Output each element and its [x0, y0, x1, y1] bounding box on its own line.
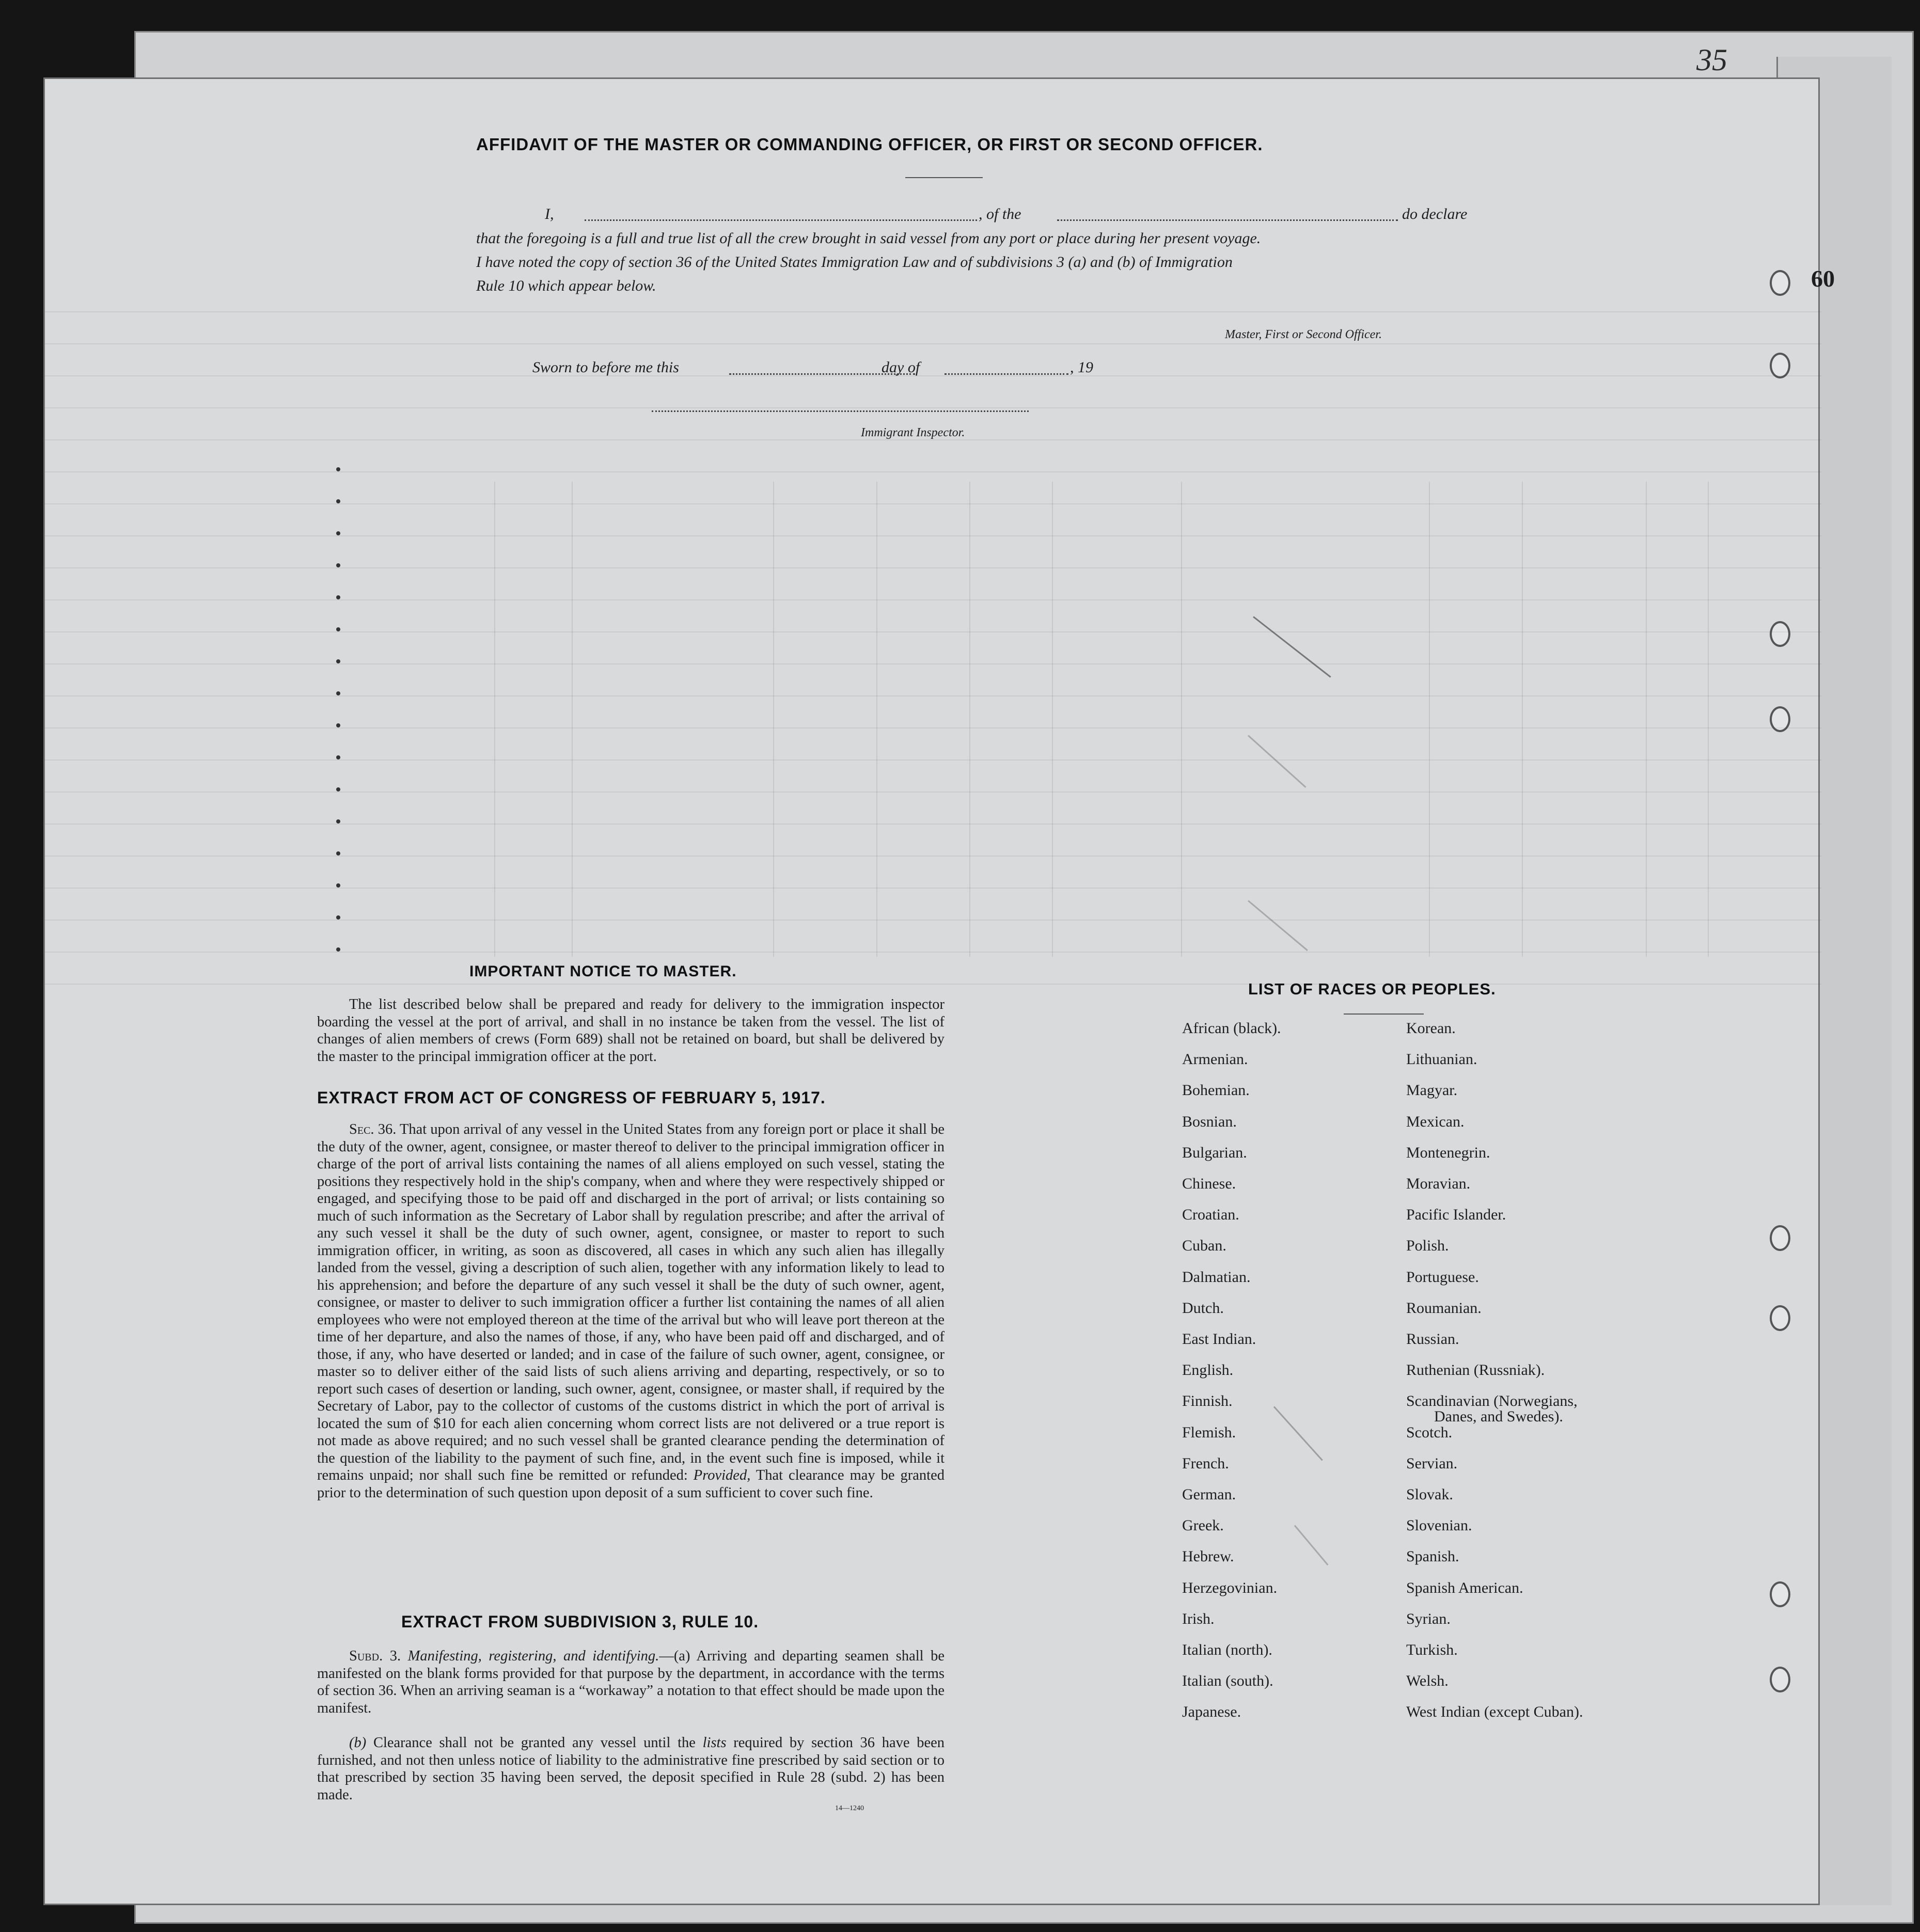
inspector-label: Immigrant Inspector. — [861, 426, 965, 439]
race-item: Bosnian. — [1182, 1113, 1237, 1130]
bleed-through-column — [1708, 482, 1709, 957]
race-item: Greek. — [1182, 1517, 1224, 1534]
rule-b-text-2: required by section 36 have been furnished, and not then unless notice of liability to the administrative fine prescribed by said section or to that prescribed by section 35 having been served, the deposit specified in Rule 28 (subd. 2) has been made. — [317, 1735, 945, 1803]
inspector-signature-line[interactable] — [652, 410, 1029, 412]
bleed-through-line — [45, 856, 1821, 857]
bleed-through-line — [45, 920, 1821, 921]
bleed-through-line — [45, 663, 1821, 664]
act-text — [317, 1121, 945, 1501]
bleed-through-column — [494, 482, 495, 957]
pencil-mark — [1248, 900, 1308, 951]
pencil-mark — [1294, 1525, 1329, 1566]
day-of-label: day of — [882, 359, 920, 376]
bleed-through-line — [45, 407, 1821, 408]
race-item: Italian (south). — [1182, 1672, 1273, 1690]
affidavit-title: AFFIDAVIT OF THE MASTER OR COMMANDING OFFICER, OR FIRST OR SECOND OFFICER. — [476, 135, 1263, 154]
rule-b-text-1: Clearance shall not be granted any vessel until the — [373, 1735, 696, 1751]
race-item: West Indian (except Cuban). — [1406, 1703, 1583, 1721]
bleed-through-line — [45, 695, 1821, 696]
race-item: African (black). — [1182, 1020, 1281, 1037]
bleed-through-line — [45, 727, 1821, 729]
race-item: Mexican. — [1406, 1113, 1465, 1130]
bleed-through-column — [1429, 482, 1430, 957]
bleed-through-dot — [336, 915, 340, 920]
rule-b-lists: lists — [702, 1735, 727, 1751]
bleed-through-dot — [336, 787, 340, 791]
bleed-through-dot — [336, 851, 340, 856]
race-item: Dalmatian. — [1182, 1268, 1251, 1286]
rule-subd-a — [317, 1648, 945, 1717]
sworn-month-line[interactable] — [945, 373, 1068, 375]
race-item: Hebrew. — [1182, 1548, 1234, 1565]
bleed-through-dot — [336, 563, 340, 567]
race-item: Lithuanian. — [1406, 1051, 1477, 1068]
bleed-through-dot — [336, 883, 340, 888]
bleed-through-line — [45, 503, 1821, 504]
rule-subd-label: Subd. 3. — [349, 1648, 401, 1664]
bleed-through-column — [1052, 482, 1053, 957]
bleed-through-line — [45, 439, 1821, 440]
bleed-through-line — [45, 311, 1821, 312]
race-item: Spanish American. — [1406, 1579, 1523, 1596]
race-item: Roumanian. — [1406, 1299, 1482, 1317]
signature-label: Master, First or Second Officer. — [1225, 328, 1382, 341]
race-item: German. — [1182, 1486, 1236, 1503]
race-item: English. — [1182, 1361, 1234, 1379]
affidavit-of-the: , of the — [979, 205, 1021, 223]
rule-b-label: (b) — [349, 1735, 367, 1751]
bleed-through-column — [969, 482, 970, 957]
rule-title: EXTRACT FROM SUBDIVISION 3, RULE 10. — [401, 1612, 759, 1631]
race-item: Ruthenian (Russniak). — [1406, 1361, 1545, 1379]
affidavit-line-1: that the foregoing is a full and true list of all the crew brought in said vessel from any port or place during her present voyage. — [476, 230, 1261, 247]
race-item: Italian (north). — [1182, 1641, 1272, 1658]
binder-hole-icon — [1770, 353, 1790, 378]
rule-subd-b — [317, 1734, 945, 1803]
bleed-through-line — [45, 343, 1821, 344]
affidavit-line-2: I have noted the copy of section 36 of the United States Immigration Law and of subdivisions 3 (a) and (b) of Immigration — [476, 254, 1233, 271]
binder-hole-icon — [1770, 1305, 1790, 1331]
race-item: Croatian. — [1182, 1206, 1239, 1224]
race-item: Bohemian. — [1182, 1082, 1250, 1099]
binder-hole-icon — [1770, 621, 1790, 647]
bleed-through-dot — [336, 627, 340, 631]
affidavit-line-3: Rule 10 which appear below. — [476, 277, 656, 294]
notice-title: IMPORTANT NOTICE TO MASTER. — [469, 963, 737, 980]
corner-handwritten-mark: 35 — [1696, 43, 1727, 77]
bleed-through-line — [45, 631, 1821, 632]
race-item: Korean. — [1406, 1020, 1456, 1037]
race-item: Spanish. — [1406, 1548, 1459, 1565]
bleed-through-dot — [336, 723, 340, 727]
act-title: EXTRACT FROM ACT OF CONGRESS OF FEBRUARY 5, 1917. — [317, 1088, 826, 1107]
rule-a-text: —(a) Arriving and departing seamen shall be manifested on the blank forms provided for that purpose by the department, in accordance with the terms of section 36. When an arriving seaman is a “workaway” a notation to that effect should be made upon the manifest. — [317, 1648, 945, 1716]
bleed-through-line — [45, 952, 1821, 953]
title-underline — [905, 177, 983, 178]
race-item: Welsh. — [1406, 1672, 1449, 1690]
bleed-through-dot — [336, 531, 340, 535]
binder-hole-icon — [1770, 1581, 1790, 1607]
bleed-through-column — [1522, 482, 1523, 957]
race-item: Slovenian. — [1406, 1517, 1472, 1534]
bleed-through-column — [876, 482, 877, 957]
race-item: Scotch. — [1406, 1423, 1453, 1441]
affidavit-do-declare: do declare — [1402, 205, 1468, 223]
race-item: Syrian. — [1406, 1610, 1451, 1627]
race-item: Russian. — [1406, 1331, 1459, 1348]
bleed-through-line — [45, 535, 1821, 536]
race-item: Chinese. — [1182, 1175, 1236, 1192]
race-item: Dutch. — [1182, 1299, 1224, 1317]
bleed-through-line — [45, 984, 1821, 985]
page-number: 60 — [1811, 265, 1835, 292]
bleed-through-dot — [336, 819, 340, 824]
binder-hole-icon — [1770, 1225, 1790, 1251]
bleed-through-line — [45, 824, 1821, 825]
race-item: Herzegovinian. — [1182, 1579, 1278, 1596]
bleed-through-column — [1181, 482, 1182, 957]
bleed-through-dot — [336, 595, 340, 599]
rule-subd-heading: Manifesting, registering, and identifying. — [407, 1648, 659, 1664]
bleed-through-line — [45, 888, 1821, 889]
race-item: Flemish. — [1182, 1423, 1236, 1441]
race-item: Japanese. — [1182, 1703, 1241, 1721]
race-item: Magyar. — [1406, 1082, 1458, 1099]
bleed-through-line — [45, 599, 1821, 600]
bleed-through-line — [45, 471, 1821, 472]
bleed-through-dot — [336, 467, 340, 471]
race-item: Polish. — [1406, 1237, 1449, 1255]
affidavit-i-label: I, — [545, 205, 554, 223]
bleed-through-line — [45, 791, 1821, 793]
bleed-through-column — [572, 482, 573, 957]
binder-hole-icon — [1770, 1667, 1790, 1692]
manifest-page — [43, 77, 1835, 1905]
binder-hole-icon — [1770, 270, 1790, 296]
vessel-line[interactable] — [1057, 219, 1398, 221]
act-body: That upon arrival of any vessel in the United States from any foreign port or place it shall be the duty of the owner, agent, consignee, or master thereof to deliver to the principal immigration officer in charge of the port of arrival lists containing the names of all aliens employed on such vessel, stating the positions they respectively hold in the ship's company, when and where they were respectively shipped or engaged, and specifying those to be paid off and discharged in the port of arrival; or lists containing so much of such information as the Secretary of Labor shall by regulation prescribe; and after the arrival of any such vessel it shall be the duty of such owner, agent, consignee, or master to report to such immigration officer, in writing, as soon as discovered, all cases in which any such alien has illegally landed from the vessel, giving a description of such alien, together with any information likely to lead to his apprehension; and before the departure of any such vessel it shall be the duty of such owner, agent, consignee, or master to deliver to such immigration officer a further list containing the names of all alien employees who were not employed thereon at the time of the arrival but who will leave port thereon at the time of her departure, and also the names of those, if any, who have been paid off and discharged, and of those, if any, who have deserted or landed; and in case of the failure of such owner, agent, consignee, or master so to deliver either of the said lists of such aliens arriving and departing, respectively, or so to report such cases of desertion or landing, such owner, agent, consignee, or master shall, if required by the Secretary of Labor, pay to the collector of customs of the customs district in which the port of arrival is located the sum of $10 for each alien concerning whom correct lists are not delivered or a true report is not made as above required; and no such vessel shall be granted clearance pending the determination of the question of the liability to the payment of such fine, and, in the event such fine is imposed, while it remains unpaid; nor shall such fine be remitted or refunded: — [317, 1121, 945, 1483]
act-body-end: That clearance may be granted prior to the determination of such question upon deposit of a sum sufficient to cover such fine. — [317, 1467, 945, 1501]
master-name-line[interactable] — [585, 219, 977, 221]
race-item: East Indian. — [1182, 1331, 1256, 1348]
race-item: Scandinavian (Norwegians, — [1406, 1392, 1578, 1410]
pencil-mark — [1253, 616, 1331, 677]
race-item: Servian. — [1406, 1454, 1458, 1472]
race-item: Moravian. — [1406, 1175, 1471, 1192]
bleed-through-dot — [336, 659, 340, 663]
bleed-through-dot — [336, 499, 340, 503]
act-provided: Provided, — [693, 1467, 751, 1483]
race-item: Portuguese. — [1406, 1268, 1479, 1286]
race-item: Slovak. — [1406, 1486, 1453, 1503]
pencil-mark — [1273, 1406, 1323, 1461]
race-item: Cuban. — [1182, 1237, 1226, 1255]
bleed-through-column — [1646, 482, 1647, 957]
race-item: Montenegrin. — [1406, 1144, 1490, 1161]
bleed-through-line — [45, 567, 1821, 568]
bleed-through-dot — [336, 691, 340, 695]
act-sec-label: Sec. 36. — [349, 1121, 397, 1137]
bleed-through-dot — [336, 755, 340, 759]
race-item: Finnish. — [1182, 1392, 1233, 1410]
form-stamp-number: 14—1240 — [835, 1804, 864, 1812]
race-item: Danes, and Swedes). — [1434, 1408, 1563, 1426]
bleed-through-line — [45, 375, 1821, 376]
pencil-mark — [1248, 735, 1306, 788]
race-item: Pacific Islander. — [1406, 1206, 1506, 1224]
year-prefix: , 19 — [1070, 359, 1093, 376]
races-title: LIST OF RACES OR PEOPLES. — [1248, 980, 1496, 998]
bleed-through-line — [45, 759, 1821, 761]
race-item: Bulgarian. — [1182, 1144, 1247, 1161]
bleed-through-dot — [336, 947, 340, 952]
races-title-underline — [1344, 1013, 1424, 1015]
race-item: Turkish. — [1406, 1641, 1458, 1658]
bleed-through-column — [773, 482, 774, 957]
race-item: Irish. — [1182, 1610, 1215, 1627]
race-item: Armenian. — [1182, 1051, 1248, 1068]
notice-text: The list described below shall be prepared and ready for delivery to the immigration inspector boarding the vessel at the port of arrival, and shall in no instance be taken from the vessel. The list of changes of alien members of crews (Form 689) shall not be retained on board, but shall be delivered by the master to the principal immigration officer at the port. — [317, 996, 945, 1065]
sworn-label: Sworn to before me this — [532, 359, 679, 376]
race-item: French. — [1182, 1454, 1229, 1472]
